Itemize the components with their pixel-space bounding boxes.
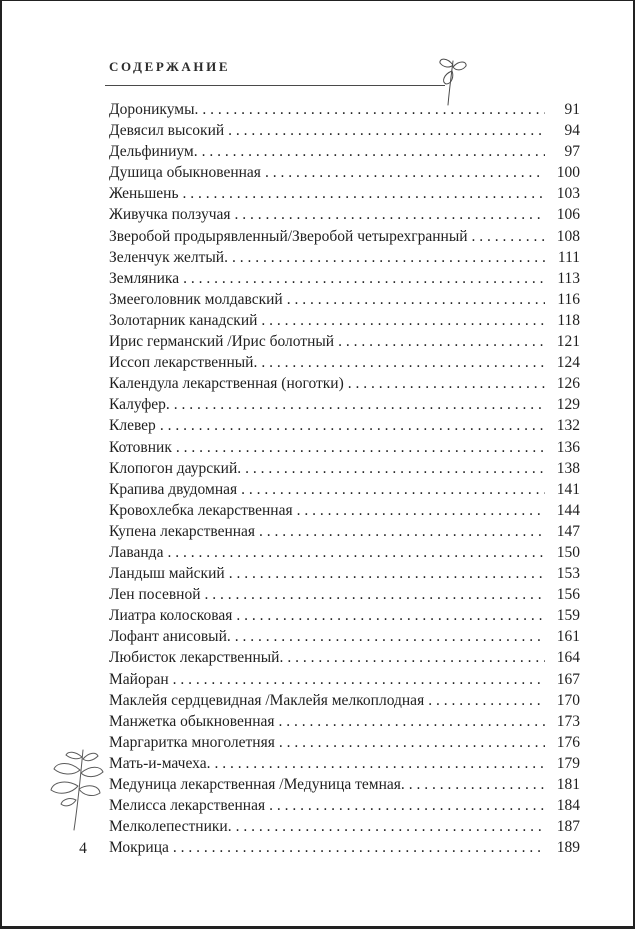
dot-leader	[259, 521, 545, 542]
toc-entry-title: Дороникумы.	[109, 101, 199, 118]
toc-row	[109, 647, 580, 668]
dot-leader	[269, 795, 545, 816]
toc-entry-title: Змееголовник молдавский	[109, 290, 283, 308]
dot-leader	[297, 500, 545, 521]
toc-row	[109, 774, 580, 795]
toc-row	[109, 268, 580, 289]
toc-entry-title: Живучка ползучая	[109, 206, 231, 224]
dot-leader	[183, 268, 545, 289]
toc-entry-title: Медуница лекарственная /Медуница темная.	[109, 776, 405, 793]
dot-leader	[338, 331, 545, 352]
toc-entry-title: Золотарник канадский	[109, 311, 258, 329]
dot-leader	[174, 394, 545, 415]
toc-entry-page: 170	[556, 691, 580, 709]
toc-entry-page: 121	[556, 333, 580, 351]
dot-leader	[173, 669, 545, 690]
toc-entry-page: 189	[556, 839, 580, 857]
toc-entry-title: Лен посевной	[109, 586, 201, 604]
toc-entry-title: Календула лекарственная (ноготки)	[109, 375, 344, 393]
toc-entry-title: Зеленчук желтый.	[109, 248, 228, 266]
toc-entry-page: 187	[556, 818, 580, 836]
toc-header-title: СОДЕРЖАНИЕ	[109, 59, 231, 74]
dot-leader	[202, 99, 545, 120]
dot-leader	[472, 226, 545, 247]
toc-row	[109, 837, 580, 858]
toc-entry-page: 161	[556, 628, 580, 646]
folio-page-number: 4	[79, 839, 87, 857]
toc-entry-page: 144	[556, 501, 580, 519]
toc-row	[109, 247, 580, 268]
toc-row	[109, 795, 580, 816]
dot-leader	[409, 774, 545, 795]
toc-entry-page: 129	[556, 396, 580, 414]
toc-entry-page: 106	[556, 206, 580, 224]
toc-entry-title: Кровохлебка лекарственная	[109, 501, 293, 519]
toc-row	[109, 373, 580, 394]
toc-entry-title: Мать-и-мачеха.	[109, 754, 211, 772]
toc-entry-page: 116	[557, 290, 580, 308]
toc-entry-title: Лофант анисовый.	[109, 628, 231, 646]
toc-row	[109, 331, 580, 352]
toc-entry-page: 111	[557, 248, 580, 266]
dot-leader	[232, 247, 545, 268]
toc-entry-title: Зверобой продырявленный/Зверобой четырехгранный	[109, 227, 468, 245]
toc-row	[109, 479, 580, 500]
toc-entry-page: 113	[557, 269, 580, 287]
toc-entry-page: 136	[556, 438, 580, 456]
dot-leader	[245, 458, 545, 479]
toc-entry-page: 103	[556, 185, 580, 203]
toc-entry-page: 94	[564, 122, 580, 140]
toc-entry-title: Земляника	[109, 269, 180, 287]
toc-list	[109, 99, 580, 858]
toc-entry-page: 147	[556, 522, 580, 540]
toc-entry-title: Крапива двудомная	[109, 480, 238, 498]
toc-row	[109, 141, 580, 162]
toc-entry-title: Мокрица	[109, 839, 169, 857]
toc-entry-title: Котовник	[109, 438, 172, 456]
toc-entry-title: Ирис германский /Ирис болотный	[109, 333, 335, 351]
dot-leader	[236, 605, 545, 626]
toc-row	[109, 394, 580, 415]
toc-entry-page: 138	[556, 459, 580, 477]
dot-leader	[279, 732, 545, 753]
toc-row	[109, 563, 580, 584]
toc-entry-title: Женьшень	[109, 185, 179, 203]
dot-leader	[173, 837, 545, 858]
toc-row	[109, 732, 580, 753]
toc-row	[109, 162, 580, 183]
toc-entry-title: Мелколепестники.	[109, 818, 232, 836]
dot-leader	[265, 162, 545, 183]
dot-leader	[428, 690, 545, 711]
toc-row	[109, 120, 580, 141]
toc-entry-page: 141	[556, 480, 580, 498]
toc-entry-title: Душица обыкновенная	[109, 164, 261, 182]
toc-entry-page: 167	[556, 670, 580, 688]
toc-row	[109, 204, 580, 225]
toc-entry-title: Майоран	[109, 670, 169, 688]
dot-leader	[228, 120, 545, 141]
toc-entry-title: Девясил высокий	[109, 122, 225, 140]
toc-entry-page: 181	[556, 776, 580, 793]
toc-row	[109, 458, 580, 479]
toc-row	[109, 626, 580, 647]
toc-entry-page: 173	[556, 712, 580, 730]
toc-row	[109, 437, 580, 458]
toc-row	[109, 605, 580, 626]
toc-entry-title: Калуфер.	[109, 396, 170, 414]
dot-leader	[287, 289, 545, 310]
toc-row	[109, 99, 580, 120]
toc-entry-title: Любисток лекарственный.	[109, 649, 284, 667]
toc-row	[109, 584, 580, 605]
toc-entry-page: 159	[556, 607, 580, 625]
toc-row	[109, 226, 580, 247]
toc-entry-page: 176	[556, 733, 580, 751]
dot-leader	[241, 479, 545, 500]
toc-entry-page: 184	[556, 797, 580, 815]
toc-row	[109, 669, 580, 690]
toc-entry-title: Клопогон даурский.	[109, 459, 242, 477]
toc-entry-title: Лиатра колосковая	[109, 607, 233, 625]
dot-leader	[279, 711, 546, 732]
toc-entry-page: 97	[564, 143, 580, 161]
toc-row	[109, 542, 580, 563]
dot-leader	[261, 352, 545, 373]
toc-entry-page: 91	[564, 101, 580, 118]
dot-leader	[202, 141, 545, 162]
toc-entry-title: Дельфиниум.	[109, 143, 198, 161]
toc-entry-title: Клевер	[109, 417, 156, 435]
toc-entry-title: Купена лекарственная	[109, 522, 256, 540]
dot-leader	[236, 816, 545, 837]
toc-row	[109, 500, 580, 521]
toc-entry-page: 100	[556, 164, 580, 182]
dot-leader	[183, 183, 545, 204]
toc-row	[109, 753, 580, 774]
dot-leader	[160, 415, 545, 436]
toc-entry-title: Маклейя сердцевидная /Маклейя мелкоплодная	[109, 691, 425, 709]
dot-leader	[235, 204, 546, 225]
dot-leader	[235, 626, 545, 647]
dot-leader	[348, 373, 545, 394]
toc-entry-page: 124	[556, 354, 580, 372]
dot-leader	[205, 584, 546, 605]
header-rule	[105, 85, 445, 86]
toc-entry-title: Маргаритка многолетняя	[109, 733, 275, 751]
toc-entry-title: Ландыш майский	[109, 565, 225, 583]
toc-row	[109, 415, 580, 436]
dot-leader	[167, 542, 545, 563]
toc-entry-page: 153	[556, 565, 580, 583]
toc-entry-title: Манжетка обыкновенная	[109, 712, 275, 730]
toc-entry-page: 126	[556, 375, 580, 393]
dot-leader	[261, 310, 545, 331]
toc-entry-page: 179	[556, 754, 580, 772]
toc-entry-page: 118	[557, 311, 580, 329]
dot-leader	[214, 753, 545, 774]
dot-leader	[287, 647, 545, 668]
toc-entry-title: Иссоп лекарственный.	[109, 354, 258, 372]
toc-row	[109, 310, 580, 331]
toc-entry-page: 164	[556, 649, 580, 667]
dot-leader	[176, 437, 545, 458]
toc-row	[109, 352, 580, 373]
toc-row	[109, 690, 580, 711]
toc-entry-page: 132	[556, 417, 580, 435]
toc-row	[109, 816, 580, 837]
toc-entry-page: 150	[556, 543, 580, 561]
toc-row	[109, 711, 580, 732]
branch-sprig-icon	[46, 748, 106, 832]
toc-entry-page: 156	[556, 586, 580, 604]
toc-entry-title: Мелисса лекарственная	[109, 797, 266, 815]
toc-row	[109, 289, 580, 310]
toc-entry-title: Лаванда	[109, 543, 164, 561]
toc-entry-page: 108	[556, 227, 580, 245]
dot-leader	[229, 563, 545, 584]
toc-row	[109, 521, 580, 542]
toc-row	[109, 183, 580, 204]
